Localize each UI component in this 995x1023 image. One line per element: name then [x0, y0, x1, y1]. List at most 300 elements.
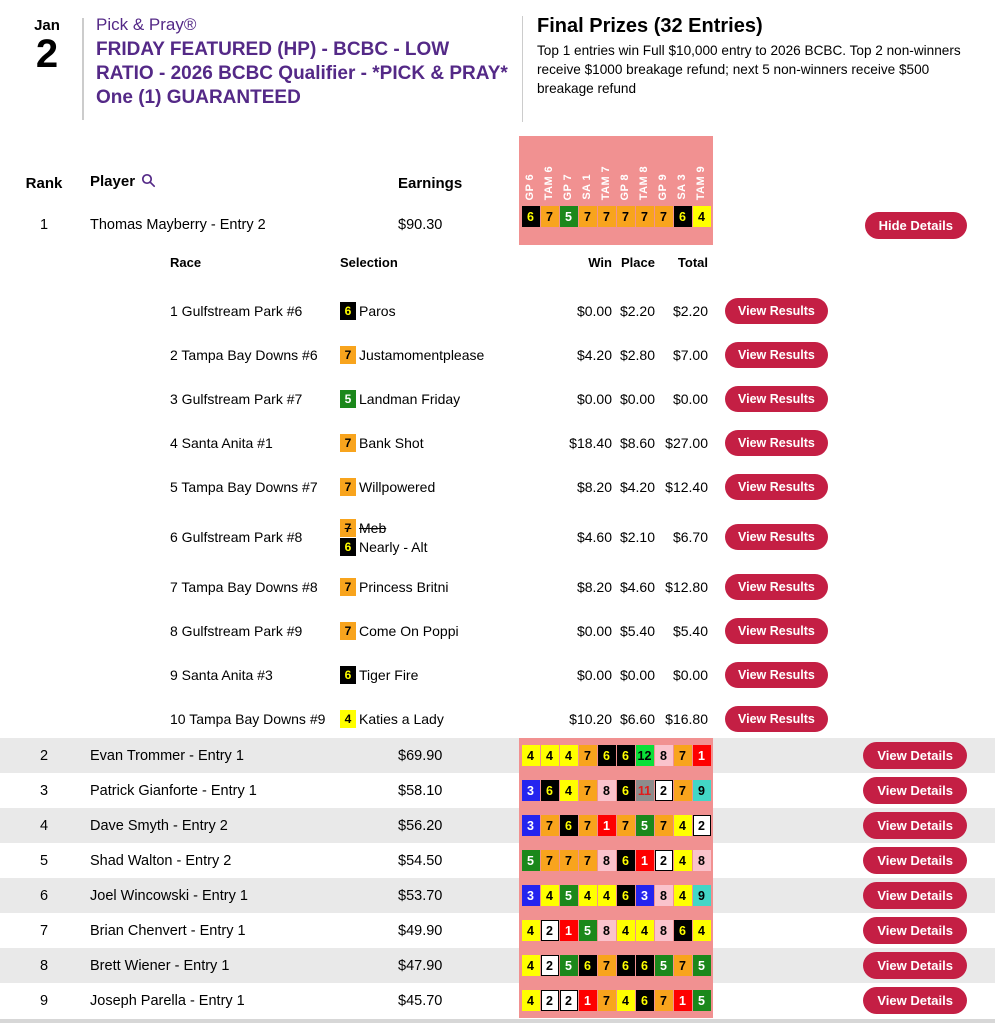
- view-results-button[interactable]: View Results: [725, 706, 828, 732]
- rank-column-header: Rank: [25, 175, 63, 192]
- leaderboard-row: [0, 205, 995, 245]
- saddle-cloth-badge-3: 3: [522, 885, 540, 906]
- track-header-label: GP 9: [657, 173, 669, 200]
- horse-name: Come On Poppi: [359, 623, 459, 639]
- earnings-value: $53.70: [398, 887, 443, 904]
- saddle-cloth-badge-6: 6: [560, 815, 578, 836]
- view-details-button[interactable]: View Details: [863, 777, 967, 804]
- horse-name: Willpowered: [359, 479, 436, 495]
- saddle-cloth-badge-5: 5: [340, 390, 356, 408]
- race-selections: [340, 301, 500, 321]
- saddle-cloth-badge-12: 12: [636, 745, 654, 766]
- race-name: 4 Santa Anita #1: [170, 435, 273, 451]
- leaderboard-row: [0, 913, 995, 948]
- rank-cell: 3: [39, 782, 49, 799]
- view-results-cell: [725, 386, 828, 412]
- track-header-cell: [617, 174, 635, 200]
- saddle-cloth-badge-5: 5: [579, 920, 597, 941]
- saddle-cloth-badge-4: 4: [541, 885, 559, 906]
- track-header-cell: [598, 166, 616, 200]
- saddle-cloth-badge-7: 7: [636, 206, 654, 227]
- selection-line: [340, 519, 500, 537]
- saddle-cloth-badge-6: 6: [340, 666, 356, 684]
- pick-grid-cell: [519, 205, 713, 245]
- row-button-cell: [713, 882, 995, 909]
- selection-line: [340, 666, 500, 684]
- race-detail-row: [0, 333, 995, 377]
- race-selections: [340, 621, 500, 641]
- player-name: Joel Wincowski - Entry 1: [90, 887, 248, 904]
- saddle-cloth-badge-7: 7: [541, 815, 559, 836]
- player-name: Brian Chenvert - Entry 1: [90, 922, 246, 939]
- series-name: Pick & Pray®: [96, 15, 197, 34]
- leaderboard-row: [0, 878, 995, 913]
- pick-grid-cell: [519, 843, 713, 878]
- saddle-cloth-badge-6: 6: [636, 955, 654, 976]
- pick-grid: [519, 948, 713, 983]
- total-amount: $12.40: [665, 479, 708, 495]
- rank-cell: 2: [39, 747, 49, 764]
- saddle-cloth-badge-7: 7: [655, 990, 673, 1011]
- leaderboard-row: [0, 773, 995, 808]
- total-amount: $5.40: [672, 623, 708, 639]
- view-results-button[interactable]: View Results: [725, 386, 828, 412]
- saddle-cloth-badge-7: 7: [655, 206, 673, 227]
- selection-line: [340, 710, 500, 728]
- prizes-title: Final Prizes (32 Entries): [537, 15, 763, 37]
- place-amount: $0.00: [619, 667, 655, 683]
- search-icon[interactable]: [141, 175, 156, 192]
- track-header-label: TAM 7: [600, 165, 612, 200]
- view-results-button[interactable]: View Results: [725, 430, 828, 456]
- win-amount: $0.00: [576, 623, 612, 639]
- date-day: 2: [35, 31, 59, 76]
- win-amount: $10.20: [569, 711, 612, 727]
- saddle-cloth-badge-7: 7: [340, 578, 356, 596]
- race-name: 8 Gulfstream Park #9: [170, 623, 303, 639]
- row-button-cell: [713, 847, 995, 874]
- saddle-cloth-badge-1: 1: [598, 815, 616, 836]
- saddle-cloth-badge-7: 7: [560, 850, 578, 871]
- selection-column-header: Selection: [340, 254, 398, 270]
- header-divider: [82, 18, 84, 120]
- saddle-cloth-badge-6: 6: [340, 302, 356, 320]
- horse-name: Katies a Lady: [359, 711, 444, 727]
- view-results-button[interactable]: View Results: [725, 524, 828, 550]
- saddle-cloth-badge-1: 1: [693, 745, 711, 766]
- view-details-button[interactable]: View Details: [863, 987, 967, 1014]
- saddle-cloth-badge-8: 8: [598, 780, 616, 801]
- player-name: Dave Smyth - Entry 2: [90, 817, 228, 834]
- saddle-cloth-badge-4: 4: [674, 850, 692, 871]
- player-name: Brett Wiener - Entry 1: [90, 957, 230, 974]
- track-header-label: TAM 6: [543, 165, 555, 200]
- rank-cell: 6: [39, 887, 49, 904]
- place-amount: $4.20: [619, 479, 655, 495]
- saddle-cloth-badge-7: 7: [579, 206, 597, 227]
- saddle-cloth-badge-6: 6: [617, 955, 635, 976]
- view-results-button[interactable]: View Results: [725, 662, 828, 688]
- track-header-label: GP 7: [562, 173, 574, 200]
- pick-grid-cell: [519, 878, 713, 913]
- selection-line: [340, 434, 500, 452]
- view-results-button[interactable]: View Results: [725, 298, 828, 324]
- earnings-value: $45.70: [398, 992, 443, 1009]
- race-name: 1 Gulfstream Park #6: [170, 303, 303, 319]
- saddle-cloth-badge-5: 5: [693, 955, 711, 976]
- horse-name: Meb: [359, 519, 387, 536]
- row-button-cell: [713, 987, 995, 1014]
- saddle-cloth-badge-4: 4: [674, 815, 692, 836]
- win-column-header: Win: [588, 254, 612, 270]
- pick-grid-cell: [519, 913, 713, 948]
- saddle-cloth-badge-6: 6: [617, 850, 635, 871]
- saddle-cloth-badge-7: 7: [579, 780, 597, 801]
- view-results-cell: [725, 430, 828, 456]
- contest-date: [22, 14, 72, 136]
- race-selections: [340, 345, 500, 365]
- saddle-cloth-badge-7: 7: [598, 990, 616, 1011]
- win-amount: $8.20: [576, 479, 612, 495]
- selection-line: [340, 478, 500, 496]
- race-name: 6 Gulfstream Park #8: [170, 529, 303, 545]
- track-header-cell: [579, 174, 597, 200]
- saddle-cloth-badge-9: 9: [693, 885, 711, 906]
- saddle-cloth-badge-6: 6: [636, 990, 654, 1011]
- rank-cell: 9: [39, 992, 49, 1009]
- leaderboard-header-row: [0, 136, 995, 205]
- prizes-divider: [522, 16, 523, 122]
- place-amount: $4.60: [619, 579, 655, 595]
- track-header-cell: [636, 166, 654, 200]
- pick-grid-cell: [519, 983, 713, 1018]
- pick-grid-cell: [519, 948, 713, 983]
- pick-grid: [519, 913, 713, 948]
- saddle-cloth-badge-7: 7: [579, 850, 597, 871]
- saddle-cloth-badge-7: 7: [340, 519, 356, 537]
- view-details-button[interactable]: View Details: [863, 812, 967, 839]
- player-column-header: [88, 173, 398, 205]
- rank-cell: 7: [39, 922, 49, 939]
- player-name: Evan Trommer - Entry 1: [90, 747, 244, 764]
- horse-name: Landman Friday: [359, 391, 461, 407]
- pick-grid: [519, 878, 713, 913]
- race-name: 7 Tampa Bay Downs #8: [170, 579, 318, 595]
- saddle-cloth-badge-6: 6: [617, 745, 635, 766]
- race-detail-row: [0, 653, 995, 697]
- race-name: 3 Gulfstream Park #7: [170, 391, 303, 407]
- row-button-cell: [713, 917, 995, 944]
- expanded-entry-details: [0, 245, 995, 738]
- saddle-cloth-badge-6: 6: [674, 206, 692, 227]
- saddle-cloth-badge-4: 4: [560, 780, 578, 801]
- race-selections: [340, 433, 500, 453]
- saddle-cloth-badge-1: 1: [636, 850, 654, 871]
- track-header-cell: [522, 174, 540, 200]
- place-amount: $0.00: [619, 391, 655, 407]
- view-results-cell: [725, 706, 828, 732]
- saddle-cloth-badge-6: 6: [541, 780, 559, 801]
- view-results-cell: [725, 524, 828, 550]
- saddle-cloth-badge-4: 4: [522, 920, 540, 941]
- player-name: Thomas Mayberry - Entry 2: [90, 217, 266, 233]
- prizes-description: Top 1 entries win Full $10,000 entry to 2026 BCBC. Top 2 non-winners receive $1000 breakage refund; next 5 non-winners receive $500 breakage refund: [537, 43, 961, 96]
- saddle-cloth-badge-5: 5: [560, 206, 578, 227]
- player-name: Joseph Parella - Entry 1: [90, 992, 245, 1009]
- race-selections: [340, 577, 500, 597]
- saddle-cloth-badge-5: 5: [560, 885, 578, 906]
- win-amount: $4.20: [576, 347, 612, 363]
- win-amount: $0.00: [576, 303, 612, 319]
- contest-title-line: FRIDAY FEATURED (HP) - BCBC - LOW: [96, 39, 450, 60]
- rank-cell: 1: [39, 217, 49, 233]
- horse-name: Paros: [359, 303, 396, 319]
- race-name: 9 Santa Anita #3: [170, 667, 273, 683]
- leaderboard: [0, 136, 995, 1023]
- race-selections: [340, 477, 500, 497]
- race-detail-row: [0, 509, 995, 565]
- saddle-cloth-badge-1: 1: [579, 990, 597, 1011]
- view-results-cell: [725, 662, 828, 688]
- track-header-label: TAM 9: [695, 165, 707, 200]
- total-amount: $27.00: [665, 435, 708, 451]
- saddle-cloth-badge-2: 2: [693, 815, 711, 836]
- saddle-cloth-badge-6: 6: [617, 885, 635, 906]
- horse-name: Bank Shot: [359, 435, 424, 451]
- pick-grid: [519, 205, 713, 245]
- prizes-panel: [537, 14, 979, 136]
- pick-grid: [519, 808, 713, 843]
- saddle-cloth-badge-5: 5: [636, 815, 654, 836]
- track-header-label: GP 8: [619, 173, 631, 200]
- track-header-label: SA 3: [676, 174, 688, 200]
- place-amount: $5.40: [619, 623, 655, 639]
- contest-title-block: [96, 14, 516, 136]
- saddle-cloth-badge-6: 6: [598, 745, 616, 766]
- saddle-cloth-badge-4: 4: [522, 990, 540, 1011]
- saddle-cloth-badge-8: 8: [693, 850, 711, 871]
- row-button-cell: [713, 212, 995, 239]
- contest-title-line: RATIO - 2026 BCBC Qualifier - *PICK & PRAY*: [96, 62, 508, 84]
- total-amount: $7.00: [672, 347, 708, 363]
- saddle-cloth-badge-1: 1: [560, 920, 578, 941]
- saddle-cloth-badge-8: 8: [598, 920, 616, 941]
- view-results-button[interactable]: View Results: [725, 618, 828, 644]
- saddle-cloth-badge-5: 5: [560, 955, 578, 976]
- earnings-value: $69.90: [398, 747, 443, 764]
- saddle-cloth-badge-7: 7: [655, 815, 673, 836]
- pick-grid: [519, 843, 713, 878]
- win-amount: $0.00: [576, 391, 612, 407]
- saddle-cloth-badge-6: 6: [579, 955, 597, 976]
- next-row-edge: [0, 1018, 995, 1023]
- leaderboard-row: [0, 983, 995, 1018]
- race-detail-row: [0, 565, 995, 609]
- view-details-button[interactable]: View Details: [863, 882, 967, 909]
- pick-grid: [519, 738, 713, 773]
- win-amount: $8.20: [576, 579, 612, 595]
- view-results-cell: [725, 574, 828, 600]
- total-amount: $16.80: [665, 711, 708, 727]
- race-detail-row: [0, 289, 995, 333]
- saddle-cloth-badge-5: 5: [655, 955, 673, 976]
- saddle-cloth-badge-7: 7: [340, 434, 356, 452]
- pick-grid-cell: [519, 773, 713, 808]
- track-header-label: SA 1: [581, 174, 593, 200]
- saddle-cloth-badge-4: 4: [541, 745, 559, 766]
- pick-grid: [519, 983, 713, 1018]
- saddle-cloth-badge-3: 3: [636, 885, 654, 906]
- player-column-label: Player: [90, 173, 136, 190]
- track-header-cell: [541, 166, 559, 200]
- place-amount: $2.80: [619, 347, 655, 363]
- race-name: 2 Tampa Bay Downs #6: [170, 347, 318, 363]
- selection-line: [340, 578, 500, 596]
- saddle-cloth-badge-2: 2: [655, 850, 673, 871]
- saddle-cloth-badge-8: 8: [655, 920, 673, 941]
- row-button-cell: [713, 952, 995, 979]
- race-selections: [340, 389, 500, 409]
- saddle-cloth-badge-4: 4: [617, 990, 635, 1011]
- earnings-value: $47.90: [398, 957, 443, 974]
- selection-line: [340, 390, 500, 408]
- saddle-cloth-badge-7: 7: [541, 850, 559, 871]
- earnings-value: $54.50: [398, 852, 443, 869]
- leaderboard-row: [0, 843, 995, 878]
- race-detail-row: [0, 421, 995, 465]
- view-details-button[interactable]: View Details: [863, 742, 967, 769]
- saddle-cloth-badge-7: 7: [579, 815, 597, 836]
- saddle-cloth-badge-4: 4: [560, 745, 578, 766]
- win-amount: $0.00: [576, 667, 612, 683]
- win-amount: $4.60: [576, 529, 612, 545]
- row-button-cell: [713, 777, 995, 804]
- saddle-cloth-badge-7: 7: [340, 478, 356, 496]
- view-results-button[interactable]: View Results: [725, 474, 828, 500]
- player-name: Shad Walton - Entry 2: [90, 852, 232, 869]
- row-button-cell: [713, 812, 995, 839]
- saddle-cloth-badge-6: 6: [340, 538, 356, 556]
- saddle-cloth-badge-7: 7: [340, 622, 356, 640]
- saddle-cloth-badge-8: 8: [655, 885, 673, 906]
- place-amount: $8.60: [619, 435, 655, 451]
- view-details-button[interactable]: View Details: [863, 917, 967, 944]
- rank-cell: 5: [39, 852, 49, 869]
- saddle-cloth-badge-2: 2: [560, 990, 578, 1011]
- win-amount: $18.40: [569, 435, 612, 451]
- earnings-value: $90.30: [398, 217, 443, 233]
- saddle-cloth-badge-7: 7: [617, 206, 635, 227]
- view-details-button[interactable]: View Details: [863, 847, 967, 874]
- saddle-cloth-badge-3: 3: [522, 815, 540, 836]
- track-header-cell: [560, 174, 578, 200]
- saddle-cloth-badge-4: 4: [598, 885, 616, 906]
- horse-name: Justamomentplease: [359, 347, 485, 363]
- leaderboard-row: [0, 738, 995, 773]
- saddle-cloth-badge-7: 7: [617, 815, 635, 836]
- pick-grid: [519, 773, 713, 808]
- saddle-cloth-badge-8: 8: [598, 850, 616, 871]
- race-selections: [340, 665, 500, 685]
- place-column-header: Place: [621, 254, 655, 270]
- date-month: Jan: [34, 17, 60, 34]
- race-detail-row: [0, 377, 995, 421]
- view-results-cell: [725, 618, 828, 644]
- horse-name: Nearly - Alt: [359, 538, 428, 555]
- selection-line: [340, 622, 500, 640]
- saddle-cloth-badge-1: 1: [674, 990, 692, 1011]
- total-amount: $0.00: [672, 391, 708, 407]
- view-results-button[interactable]: View Results: [725, 574, 828, 600]
- total-amount: $12.80: [665, 579, 708, 595]
- track-header-label: TAM 8: [638, 165, 650, 200]
- saddle-cloth-badge-7: 7: [579, 745, 597, 766]
- pick-grid-cell: [519, 738, 713, 773]
- race-detail-row: [0, 697, 995, 738]
- leaderboard-row: [0, 948, 995, 983]
- contest-title-line: One (1) GUARANTEED: [96, 86, 301, 108]
- selection-line: [340, 346, 500, 364]
- track-headers-band: [519, 136, 713, 205]
- race-name: 10 Tampa Bay Downs #9: [170, 711, 326, 727]
- selection-line: [340, 302, 500, 320]
- selection-line: [340, 538, 500, 556]
- saddle-cloth-badge-4: 4: [693, 920, 711, 941]
- saddle-cloth-badge-5: 5: [693, 990, 711, 1011]
- race-detail-row: [0, 609, 995, 653]
- rank-cell: 8: [39, 957, 49, 974]
- saddle-cloth-badge-8: 8: [655, 745, 673, 766]
- details-header-row: [0, 253, 995, 271]
- earnings-value: $56.20: [398, 817, 443, 834]
- saddle-cloth-badge-7: 7: [674, 955, 692, 976]
- place-amount: $2.10: [619, 529, 655, 545]
- saddle-cloth-badge-7: 7: [598, 955, 616, 976]
- contest-header: [0, 0, 995, 136]
- saddle-cloth-badge-2: 2: [541, 990, 559, 1011]
- earnings-column-header: Earnings: [398, 175, 463, 192]
- view-results-button[interactable]: View Results: [725, 342, 828, 368]
- saddle-cloth-badge-5: 5: [522, 850, 540, 871]
- hide-details-button[interactable]: Hide Details: [865, 212, 967, 239]
- rank-cell: 4: [39, 817, 49, 834]
- saddle-cloth-badge-4: 4: [522, 745, 540, 766]
- view-details-button[interactable]: View Details: [863, 952, 967, 979]
- race-name: 5 Tampa Bay Downs #7: [170, 479, 318, 495]
- saddle-cloth-badge-7: 7: [598, 206, 616, 227]
- saddle-cloth-badge-9: 9: [693, 780, 711, 801]
- leaderboard-rows: [0, 205, 995, 1018]
- saddle-cloth-badge-4: 4: [617, 920, 635, 941]
- saddle-cloth-badge-4: 4: [693, 206, 711, 227]
- horse-name: Tiger Fire: [359, 667, 419, 683]
- track-header-cell: [655, 174, 673, 200]
- total-amount: $6.70: [672, 529, 708, 545]
- view-results-cell: [725, 474, 828, 500]
- race-selections: [340, 518, 500, 557]
- view-results-cell: [725, 298, 828, 324]
- saddle-cloth-badge-6: 6: [674, 920, 692, 941]
- saddle-cloth-badge-2: 2: [655, 780, 673, 801]
- leaderboard-row: [0, 808, 995, 843]
- earnings-value: $49.90: [398, 922, 443, 939]
- saddle-cloth-badge-3: 3: [522, 780, 540, 801]
- saddle-cloth-badge-4: 4: [579, 885, 597, 906]
- saddle-cloth-badge-7: 7: [674, 780, 692, 801]
- saddle-cloth-badge-7: 7: [340, 346, 356, 364]
- contest-title: [96, 38, 516, 110]
- saddle-cloth-badge-4: 4: [340, 710, 356, 728]
